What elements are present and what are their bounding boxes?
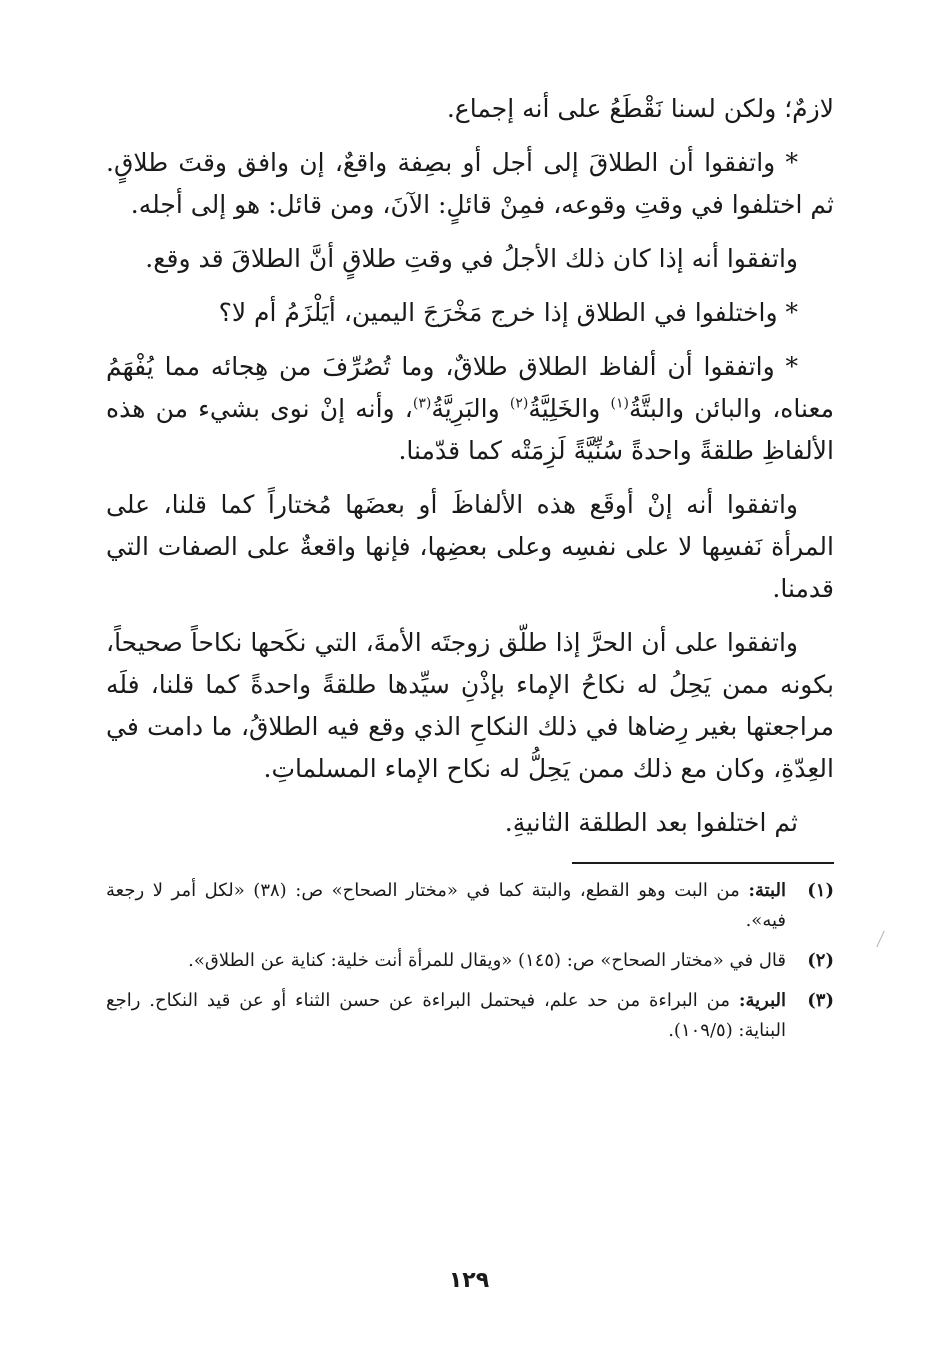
- footnote-body: [106, 986, 786, 1046]
- paragraph-5-part-4: ، وأنه إنْ نوى بشيء من هذه الألفاظِ طلقةً واحدةً سُنِّيَّةً لَزِمَتْه كما قدّمنا.: [106, 394, 834, 465]
- footnote-term: البتة:: [748, 880, 786, 901]
- footnote-2: [106, 946, 834, 976]
- footnote-body: [106, 876, 786, 936]
- footnote-ref-3: (٣): [412, 395, 432, 412]
- footnote-number: (٣): [807, 990, 834, 1011]
- footnote-number: (٢): [807, 950, 834, 971]
- paragraph-5-part-3: والبَرِيَّةُ: [431, 394, 510, 423]
- paragraph-5-part-2: والخَلِيَّةُ: [528, 394, 611, 423]
- paragraph-1: لازمٌ؛ ولكن لسنا نَقْطَعُ على أنه إجماع.: [446, 94, 834, 123]
- paragraph-3: واتفقوا أنه إذا كان ذلك الأجلُ في وقتِ طلاقٍ أنَّ الطلاقَ قد وقع.: [145, 244, 798, 273]
- footnote-text: من البراءة من حد علم، فيحتمل البراءة عن حسن الثناء أو عن قيد النكاح. راجع البناية: (١٠٩/٥).: [106, 990, 786, 1041]
- paragraph-6: واتفقوا أنه إنْ أوقَع هذه الألفاظَ أو بعضَها مُختاراً كما قلنا، على المرأة نَفسِها لا على نفسِه وعلى بعضِها، فإنها واقعةٌ على الصفات التي قدمنا.: [106, 490, 834, 603]
- paragraph-7: واتفقوا على أن الحرَّ إذا طلّق زوجتَه الأمةَ، التي نكَحها نكاحاً صحيحاً، بكونه ممن يَحِلُ له نكاحُ الإماء بإذْنِ سيِّدها طلقةً واحدةً كما قلنا، فلَه مراجعتها بغير رِضاها في ذلك النكاحِ الذي وقع فيه الطلاقُ، ما دامت في العِدّةِ، وكان مع ذلك ممن يَحِلُّ له نكاح الإماء المسلماتِ.: [106, 628, 834, 783]
- footnote-body: [106, 946, 786, 976]
- paragraph-2: * واتفقوا أن الطلاقَ إلى أجل أو بصِفة واقعٌ، إن وافق وقتَ طلاقٍ. ثم اختلفوا في وقتِ وقوعه، فمِنْ قائلٍ: الآنَ، ومن قائل: هو إلى أجله.: [106, 148, 834, 219]
- footnote-term: البرية:: [738, 990, 786, 1011]
- paragraph-5: [106, 346, 834, 472]
- paragraph-4: * واختلفوا في الطلاق إذا خرج مَخْرَجَ اليمين، أيَلْزَمُ أم لا؟: [218, 298, 798, 327]
- footnotes: [106, 876, 834, 1046]
- paragraph-8: ثم اختلفوا بعد الطلقة الثانيةِ.: [504, 808, 798, 837]
- footnote-1: [106, 876, 834, 936]
- paragraph-5-part-1: * واتفقوا أن ألفاظ الطلاق طلاقٌ، وما تُصُرِّفَ من هِجائه مما يُفْهَمُ معناه، والبائن والبتَّةُ: [106, 352, 834, 423]
- page-body: [106, 88, 834, 1056]
- footnote-3: [106, 986, 834, 1046]
- footnote-text: من البت وهو القطع، والبتة كما في «مختار الصحاح» ص: (٣٨) «لكل أمر لا رجعة فيه».: [106, 880, 786, 931]
- footnote-divider: [572, 862, 834, 864]
- page-number: ١٢٩: [448, 1268, 490, 1293]
- footnote-ref-1: (١): [610, 395, 629, 412]
- scan-mark: [876, 931, 885, 948]
- footnote-text: قال في «مختار الصحاح» ص: (١٤٥) «ويقال للمرأة أنت خلية: كناية عن الطلاق».: [188, 950, 786, 971]
- footnote-number: (١): [807, 880, 834, 901]
- footnote-ref-2: (٢): [509, 395, 529, 412]
